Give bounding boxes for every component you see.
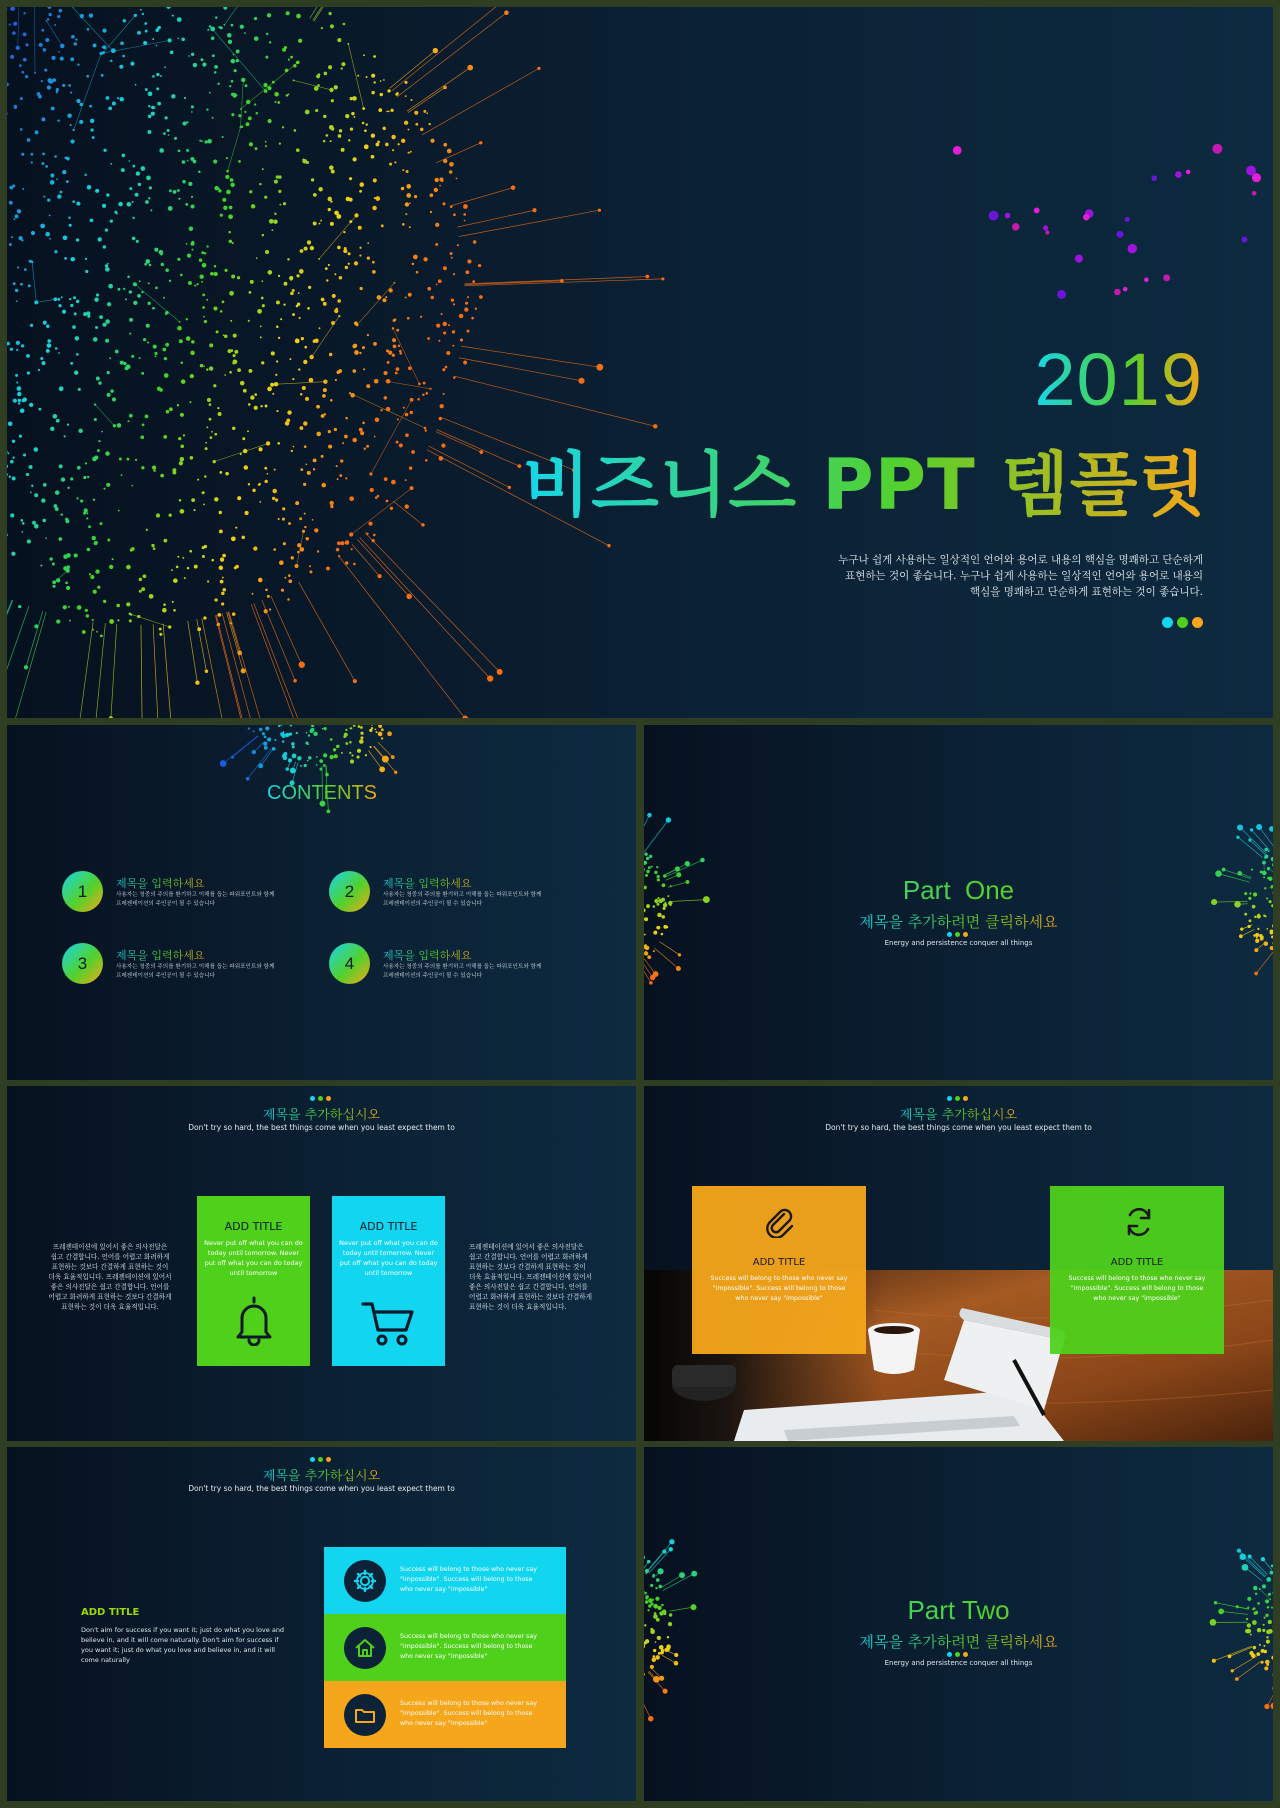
card-body-line: until tomorrow bbox=[364, 1269, 413, 1277]
card-body-line: Success will belong to those who never say bbox=[710, 1275, 848, 1282]
hero-description-line: 누구나 쉽게 사용하는 일상적인 언어와 용어로 내용의 핵심을 명쾌하고 단순하게 bbox=[838, 554, 1203, 566]
gear-icon bbox=[351, 1567, 379, 1595]
cards-slide bbox=[7, 1086, 636, 1441]
contents-number-badge bbox=[62, 943, 103, 984]
contents-desc-line: 사용자는 청중의 주의를 환기하고 이해를 돕는 파워포인트와 함께 bbox=[116, 892, 275, 898]
list-row-line: "impossible". Success will belong to those bbox=[400, 1576, 533, 1583]
card-body-line: Success will belong to those who never say bbox=[1068, 1275, 1206, 1282]
contents-desc-line: 프레젠테이션의 주인공이 될 수 있습니다 bbox=[116, 973, 215, 979]
part-one-slide bbox=[644, 725, 1273, 1080]
contents-number-badge bbox=[62, 871, 103, 912]
list-row-line: Success will belong to those who never say bbox=[400, 1566, 537, 1573]
card-title: ADD TITLE bbox=[1110, 1257, 1164, 1268]
bell-icon bbox=[234, 1294, 274, 1346]
contents-item-desc bbox=[116, 891, 274, 909]
card-body-line: who never say "impossible" bbox=[735, 1295, 823, 1302]
list-row-line: who never say "impossible" bbox=[400, 1586, 488, 1593]
home-icon bbox=[351, 1634, 379, 1662]
paragraph-line: 표현하는 것보다 간결하게 표현하는 것이 bbox=[51, 1263, 169, 1271]
paragraph-line: 좋은 의사전달은 쉽고 간결합니다. 언어를 bbox=[469, 1283, 588, 1291]
list-row bbox=[324, 1547, 566, 1614]
contents-desc-line: 프레젠테이션의 주인공이 될 수 있습니다 bbox=[383, 973, 482, 979]
part-two-dots bbox=[947, 1652, 968, 1657]
list-row-text bbox=[400, 1699, 537, 1729]
paragraph-line: 더욱 효율적입니다. 프레젠테이션에 있어서 bbox=[48, 1273, 172, 1281]
paragraph-line: 표현하는 것보다 간결하게 표현하는 것이 bbox=[469, 1263, 586, 1271]
contents-desc-line: 사용자는 청중의 주의를 환기하고 이해를 돕는 파워포인트와 함께 bbox=[383, 892, 542, 898]
part-two-tagline: Energy and persistence conquer all things bbox=[884, 1659, 1033, 1667]
card-body-line: put off what you can do today bbox=[204, 1259, 303, 1267]
list-row bbox=[324, 1681, 566, 1748]
list-row-line: "impossible". Success will belong to those bbox=[400, 1643, 533, 1650]
part-two-title: Part Two bbox=[644, 1595, 1273, 1626]
contents-desc-line: 사용자는 청중의 주의를 환기하고 이해를 돕는 파워포인트와 함께 bbox=[383, 964, 542, 970]
body-line: believe in, and it will come naturally. Don't aim for success if bbox=[81, 1636, 279, 1644]
body-line: you want it; just do what you love and believe in, and it will bbox=[81, 1646, 275, 1654]
list-row-text bbox=[400, 1565, 537, 1595]
body-line: come naturally bbox=[81, 1656, 130, 1664]
card-title: ADD TITLE bbox=[752, 1257, 806, 1268]
card-body-line: until tomorrow bbox=[229, 1269, 278, 1277]
contents-number-badge bbox=[329, 871, 370, 912]
contents-item bbox=[62, 943, 302, 987]
contents-number: 2 bbox=[344, 881, 355, 901]
list-body-text bbox=[81, 1625, 284, 1665]
list-row-line: Success will belong to those who never say bbox=[400, 1633, 537, 1640]
hero-slide bbox=[7, 7, 1273, 718]
contents-number-badge bbox=[329, 943, 370, 984]
contents-item-desc bbox=[383, 891, 541, 909]
card-body bbox=[1050, 1274, 1224, 1304]
list-slide bbox=[7, 1447, 636, 1801]
contents-desc-line: 프레젠테이션의 주인공이 될 수 있습니다 bbox=[383, 901, 482, 907]
list-row-icon-circle bbox=[344, 1694, 386, 1736]
contents-item bbox=[329, 943, 569, 987]
contents-number: 4 bbox=[344, 953, 355, 973]
card-title: ADD TITLE bbox=[224, 1220, 283, 1233]
card-body bbox=[332, 1238, 445, 1278]
list-row-text bbox=[400, 1632, 537, 1662]
section-title bbox=[644, 1104, 1273, 1123]
list-row-line: who never say "impossible" bbox=[400, 1653, 488, 1660]
paragraph-line: 프레젠테이션에 있어서 좋은 의사전달은 bbox=[52, 1243, 168, 1251]
contents-slide bbox=[7, 725, 636, 1080]
feature-card-green bbox=[1050, 1186, 1224, 1354]
contents-title: CONTENTS bbox=[267, 782, 377, 804]
photo-slide bbox=[644, 1086, 1273, 1441]
contents-item-desc bbox=[383, 963, 541, 981]
hero-title: 비즈니스 PPT 템플릿 bbox=[523, 429, 1207, 530]
list-row-line: "impossible". Success will belong to those bbox=[400, 1710, 533, 1717]
section-subtitle: Don't try so hard, the best things come when you least expect them to bbox=[188, 1484, 455, 1493]
part-one-subtitle bbox=[644, 911, 1273, 932]
paragraph-line: 더욱 효율적입니다. 프레젠테이션에 있어서 bbox=[469, 1273, 593, 1281]
part-one-dots bbox=[947, 932, 968, 937]
contents-item-desc bbox=[116, 963, 274, 981]
feature-card-cyan bbox=[332, 1196, 445, 1366]
section-title bbox=[7, 1104, 636, 1123]
right-paragraph bbox=[469, 1242, 619, 1312]
body-line: Don't aim for success if you want it; just do what you love and bbox=[81, 1626, 285, 1634]
part-one-tagline: Energy and persistence conquer all things bbox=[884, 939, 1033, 947]
section-title-text: 제목을 추가하십시오 bbox=[899, 1108, 1018, 1123]
part-two-slide bbox=[644, 1447, 1273, 1801]
card-body-line: today until tomorrow. Never bbox=[342, 1249, 435, 1257]
header-dots bbox=[310, 1457, 331, 1462]
card-body-line: today until tomorrow. Never bbox=[207, 1249, 300, 1257]
contents-item-title: 제목을 입력하세요 bbox=[383, 949, 472, 962]
header-dots bbox=[947, 1096, 968, 1101]
hero-description-line: 표현하는 것이 좋습니다. 누구나 쉽게 사용하는 일상적인 언어와 용어로 내용의 bbox=[845, 570, 1203, 582]
header-dots bbox=[310, 1096, 331, 1101]
feature-card-green bbox=[197, 1196, 310, 1366]
cart-icon bbox=[360, 1298, 416, 1348]
section-subtitle: Don't try so hard, the best things come when you least expect them to bbox=[825, 1123, 1092, 1132]
list-row-icon-circle bbox=[344, 1560, 386, 1602]
contents-desc-line: 프레젠테이션의 주인공이 될 수 있습니다 bbox=[116, 901, 215, 907]
section-title-text: 제목을 추가하십시오 bbox=[262, 1108, 381, 1123]
section-title bbox=[7, 1465, 636, 1484]
add-title-label: ADD TITLE bbox=[81, 1607, 140, 1618]
paragraph-line: 쉽고 간결합니다. 언어를 어렵고 화려하게 bbox=[469, 1253, 588, 1261]
card-body bbox=[197, 1238, 310, 1278]
paragraph-line: 쉽고 간결합니다. 언어를 어렵고 화려하게 bbox=[50, 1253, 170, 1261]
contents-number: 3 bbox=[77, 953, 88, 973]
paperclip-icon bbox=[764, 1206, 796, 1238]
contents-item-title: 제목을 입력하세요 bbox=[116, 877, 205, 890]
section-title-text: 제목을 추가하십시오 bbox=[262, 1469, 381, 1484]
card-body-line: who never say "impossible" bbox=[1093, 1295, 1181, 1302]
paragraph-line: 표현하는 것이 더욱 효율적입니다. bbox=[469, 1303, 567, 1311]
card-body-line: put off what you can do today bbox=[339, 1259, 438, 1267]
contents-number: 1 bbox=[77, 881, 88, 901]
list-row bbox=[324, 1614, 566, 1681]
contents-item bbox=[329, 871, 569, 915]
card-body bbox=[692, 1274, 866, 1304]
hero-description-line: 핵심을 명쾌하고 단순하게 표현하는 것이 좋습니다. bbox=[969, 586, 1203, 598]
section-subtitle: Don't try so hard, the best things come when you least expect them to bbox=[188, 1123, 455, 1132]
contents-item-title: 제목을 입력하세요 bbox=[116, 949, 205, 962]
paragraph-line: 어렵고 화려하게 표현하는 것보다 간결하게 bbox=[48, 1293, 172, 1301]
part-two-subtitle bbox=[644, 1631, 1273, 1652]
part-one-subtitle-text: 제목을 추가하려면 클릭하세요 bbox=[859, 913, 1058, 931]
card-body-line: "impossible". Success will belong to those bbox=[1070, 1285, 1204, 1292]
paragraph-line: 좋은 의사전달은 쉽고 간결합니다. 언어를 bbox=[50, 1283, 170, 1291]
card-body-line: Never put off what you can do bbox=[339, 1239, 438, 1247]
part-two-subtitle-text: 제목을 추가하려면 클릭하세요 bbox=[859, 1633, 1058, 1651]
list-row-line: Success will belong to those who never say bbox=[400, 1700, 537, 1707]
folder-icon bbox=[351, 1701, 379, 1729]
contents-item-title: 제목을 입력하세요 bbox=[383, 877, 472, 890]
list-row-line: who never say "impossible" bbox=[400, 1720, 488, 1727]
left-paragraph bbox=[35, 1242, 185, 1312]
contents-item bbox=[62, 871, 302, 915]
hero-year: 2019 bbox=[1034, 338, 1203, 421]
part-one-title: Part One bbox=[644, 875, 1273, 906]
paragraph-line: 프레젠테이션에 있어서 좋은 의사전달은 bbox=[469, 1243, 584, 1251]
paragraph-line: 어렵고 화려하게 표현하는 것보다 간결하게 bbox=[469, 1293, 593, 1301]
hero-dots bbox=[1162, 617, 1203, 628]
feature-card-orange bbox=[692, 1186, 866, 1354]
list-row-icon-circle bbox=[344, 1627, 386, 1669]
contents-desc-line: 사용자는 청중의 주의를 환기하고 이해를 돕는 파워포인트와 함께 bbox=[116, 964, 275, 970]
refresh-icon bbox=[1124, 1206, 1154, 1238]
card-body-line: Never put off what you can do bbox=[204, 1239, 303, 1247]
card-body-line: "impossible". Success will belong to those bbox=[712, 1285, 846, 1292]
hero-description bbox=[838, 552, 1203, 600]
paragraph-line: 표현하는 것이 더욱 효율적입니다. bbox=[61, 1303, 159, 1311]
card-title: ADD TITLE bbox=[359, 1220, 418, 1233]
